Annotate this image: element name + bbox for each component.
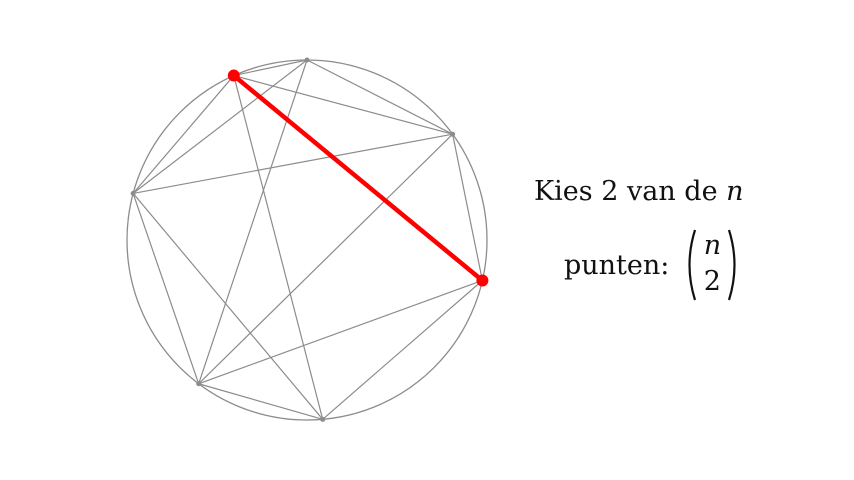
point (131, 191, 136, 196)
chord-1-5 (133, 134, 452, 193)
highlighted-chord-group (234, 76, 483, 281)
point (305, 58, 310, 63)
chord-5-6 (133, 76, 234, 194)
chord-3-5 (133, 193, 323, 419)
caption-line-1 (534, 178, 744, 205)
highlighted-chord (234, 76, 483, 281)
right-parenthesis (727, 228, 741, 302)
chord-0-5 (133, 60, 307, 193)
chord-2-4 (199, 280, 483, 383)
highlighted-point (476, 274, 488, 286)
chord-1-4 (199, 134, 453, 384)
point (450, 132, 455, 137)
binomial-bottom: 2 (703, 266, 721, 297)
chord-4-5 (133, 193, 199, 383)
point (196, 381, 201, 386)
left-parenthesis (683, 228, 697, 302)
binomial-top: n (703, 230, 722, 261)
chord-2-3 (323, 280, 483, 419)
caption-line-1-text: Kies 2 van de (534, 176, 718, 207)
highlighted-point (228, 70, 240, 82)
caption-line-2-text: punten: (564, 249, 670, 281)
binomial-coefficient (683, 228, 741, 302)
chord-0-1 (307, 60, 453, 134)
point (320, 417, 325, 422)
variable-n: n (726, 176, 744, 207)
caption-line-2 (564, 228, 741, 302)
chord-3-6 (234, 76, 323, 420)
